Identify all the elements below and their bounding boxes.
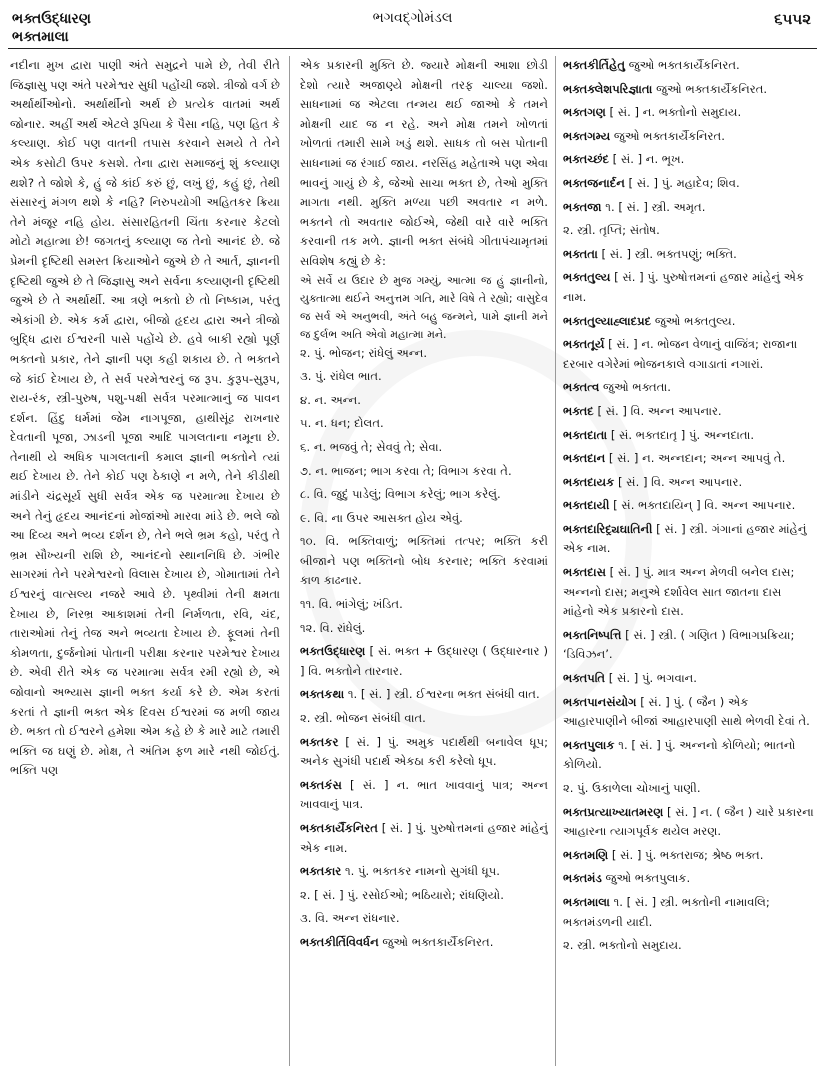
dictionary-entry	[300, 886, 548, 906]
headword: ભક્તપતિ	[563, 671, 606, 686]
definition: [ સં. ભક્તદાયિન્ ] વિ. અન્ન આપનાર.	[613, 498, 796, 513]
headword: ભક્તતુલ્યાહ્લાદપ્રદ	[563, 313, 652, 328]
column-divider-2	[555, 56, 556, 1066]
headword: ભક્તચ્છંદ	[563, 152, 609, 167]
dictionary-entry	[563, 626, 815, 665]
headword: ભક્તતા	[563, 246, 598, 261]
definition: ૨. સ્ત્રી. ભોજન સંબંધી વાત.	[300, 711, 426, 726]
dictionary-entry	[300, 685, 548, 705]
header-rule	[8, 48, 817, 49]
dictionary-entry	[563, 150, 815, 170]
sense-item: ૧૧. વિ. ભાંગેલું; ખંડિત.	[300, 597, 403, 612]
definition: [ સં. ] પું. ભગવાન.	[608, 671, 697, 686]
definition: [ સં. ] વિ. અન્ન આપનાર.	[617, 474, 743, 489]
dictionary-entry	[563, 736, 815, 775]
definition: [ સં. ] પું. મહાદેવ; શિવ.	[628, 175, 740, 190]
definition: [ સં. ] પું. પુરુષોત્તમનાં હજાર માંહેનું એક નામ.	[300, 821, 548, 855]
dictionary-entry	[563, 426, 815, 446]
dictionary-entry	[563, 378, 815, 398]
sense-item: ૧૨. વિ. રાંધેલું.	[300, 620, 366, 635]
definition: જુઓ ભક્તતા.	[603, 380, 671, 395]
dictionary-entry	[563, 520, 815, 559]
headword: ભક્તકર	[300, 734, 339, 749]
sense-item: ૮. વિ. જુદું પાડેલું; વિભાગ કરેલું; ભાગ કરેલું.	[300, 487, 501, 502]
definition: જુઓ ભક્તકાર્યૈકનિરત.	[613, 128, 725, 143]
definition: [ સં. ] ન. ( જૈન ) ચારે પ્રકારના આહારના ત્યાગપૂર્વક થયેલ મરણ.	[563, 804, 814, 839]
dictionary-entry	[563, 198, 815, 218]
dictionary-entry	[300, 909, 548, 929]
definition: [ સં. ] પું. માત્ર અન્ન મેળવી બનેલ દાસ; અન્નનો દાસ; મનુએ દર્શાવેલ સાત જાતના દાસ માંહેનો એક પ્રકારનો દાસ.	[563, 565, 795, 619]
dictionary-entry	[563, 312, 815, 332]
dictionary-entry	[563, 936, 815, 956]
definition: [ સં. ભક્ત + ઉદ્ધારણ ( ઉદ્ધારનાર ) ] વિ. ભક્તોને તારનાર.	[300, 644, 548, 678]
definition: [ સં. ] ન. અન્નદાન; અન્ન આપવું તે.	[608, 451, 786, 466]
headword: ભક્તદ	[563, 403, 594, 418]
headword: ભક્તતુલ્ય	[563, 270, 611, 285]
definition: જુઓ ભક્તતુલ્ય.	[654, 313, 736, 328]
dictionary-entry	[563, 779, 815, 799]
definition: [ સં. ] ન. ભક્તોનો સમુદાય.	[609, 105, 742, 120]
sense-item: ૭. ન. ભાજન; ભાગ કરવા તે; વિભાગ કરવા તે.	[300, 463, 512, 478]
page-number: ૬૫૫૨	[774, 10, 811, 28]
definition: ૨. સ્ત્રી. તૃપ્તિ; સંતોષ.	[563, 223, 660, 238]
headword: ભક્તમણિ	[563, 847, 609, 862]
column-2-entries	[300, 642, 548, 952]
definition: [ સં. ] સ્ત્રી. ભક્તપણું; ભક્તિ.	[601, 246, 737, 261]
column-divider-1	[289, 56, 290, 1066]
dictionary-entry	[563, 174, 815, 194]
dictionary-entry	[563, 245, 815, 265]
dictionary-entry	[563, 496, 815, 516]
dictionary-entry	[300, 819, 548, 858]
definition: ૩. વિ. અન્ન રાંધનાર.	[300, 911, 400, 926]
dictionary-entry	[563, 869, 815, 889]
definition: [ સં. ] સ્ત્રી. ( ગણિત ) વિભાગપ્રક્રિયા; ‘ડિવિઝન’.	[563, 627, 795, 662]
dictionary-entry	[563, 221, 815, 241]
dictionary-entry	[563, 268, 815, 307]
column-3-entries	[563, 56, 815, 956]
definition: જુઓ ભક્તકાર્યૈકનિરત.	[382, 934, 494, 949]
headword: ભક્તપ્રત્યાખ્યાતમરણ	[563, 804, 664, 819]
sense-item: ૬. ન. ભજવું તે; સેવવું તે; સેવા.	[300, 439, 443, 454]
header-first-word: ભક્તઉદ્ધારણ	[12, 11, 91, 27]
definition: ૧. [ સં. ] સ્ત્રી. અમૃત.	[605, 199, 706, 214]
definition: [ સં. ] પું. ( જૈન ) એક આહારપાણીને બીજાં આહારપાણી સાથે ભેળવી દેવાં તે.	[563, 694, 810, 729]
headword: ભક્તગણ	[563, 105, 606, 120]
dictionary-entry	[563, 693, 815, 732]
definition: [ સં. ] ન. ભૂખ.	[612, 152, 685, 167]
column-2	[300, 56, 548, 1066]
dictionary-entry	[300, 933, 548, 953]
dictionary-entry	[300, 862, 548, 882]
dictionary-entry	[300, 733, 548, 772]
sense-item: ૪. ન. અન્ન.	[300, 392, 361, 407]
dictionary-entry	[563, 402, 815, 422]
headword: ભક્તજનાર્દન	[563, 175, 625, 190]
headword: ભક્તદાયી	[563, 498, 610, 513]
column-1-text: નદીના મુખ દ્વારા પાણી અંતે સમુદ્રને પામે છે, તેવી રીતે જિજ્ઞાસુ પણ અંતે પરમેશ્વર સુધી પહોંચી જશે. ત્રીજો વર્ગ છે અર્થાર્થીઓનો. અર્થાર્થીનો અર્થ છે પ્રત્યેક વાતમાં અર્થ જોનાર. અહીં અર્થ એટલે રૂપિયા કે પૈસા નહિ, પણ હિત કે કલ્યાણ. કોઈ પણ વાતની તપાસ કરવાને સમયે તે તેને એક કસોટી ઉપર કસશે. તેના દ્વારા સમાજનું શું કલ્યાણ થશે? તે જોશે કે, હું જે કાંઈ કરું છું, લખું છું, કહું છું, તેથી સંસારનું મંગળ થશે કે નહિ? નિરુપયોગી અહિતકર ક્રિયા તેને મંજૂર નહિ હોય. સંસારહિતની ચિંતા કરનાર કેટલો મોટો મહાત્મા છે! જગતનું કલ્યાણ જ તેનો આનંદ છે. જે પ્રેમની દૃષ્ટિથી સમસ્ત ક્રિયાઓને જુએ છે તે આર્ત, જ્ઞાનની દૃષ્ટિથી જુએ છે તે જિજ્ઞાસુ અને સર્વના કલ્યાણની દૃષ્ટિથી જુએ છે તે અર્થાર્થી. આ ત્રણે ભક્તો છે તો નિષ્કામ, પરંતુ એકાંગી છે. એક કર્મ દ્વારા, બીજો હૃદય દ્વારા અને ત્રીજો બુદ્ધિ દ્વારા ઈશ્વરની પાસે પહોંચે છે. હવે બાકી રહ્યો પૂર્ણ ભક્તનો પ્રકાર, તેને જ્ઞાની પણ કહી શકાય છે. તે ભક્તને જે કાંઈ દેખાય છે, તે સર્વ પરમેશ્વરનું જ રૂપ. કુરૂપ-સુરૂપ, રાય-રંક, સ્ત્રી-પુરુષ, પશુ-પક્ષી સર્વત્ર પરમાત્માનું જ પાવન દર્શન. હિંદુ ધર્મમાં જેમ નાગપૂજા, હાથીસૂંઢ રાખનાર દેવતાની પૂજા, ઝાડની પૂજા આદિ પાગલતાના નમૂના છે. તેનાથી યે અધિક પાગલતાની કમાલ જ્ઞાની ભક્તોને ત્યાં થઈ દેખાય છે. તેને કોઈ પણ ઠેકાણે ન મળે, તેને કીડીથી માંડીને ચંદ્રસૂર્ય સુધી સર્વત્ર એક જ પરમાત્મા દેખાય છે અને તેનું હૃદય આનંદનાં મોજાંઓ મારવા માંડે છે. ભલે જો આ દિવ્ય અને ભવ્ય દર્શન છે, તેને ભલે ભ્રમ કહો, પરંતુ તે ભ્રમ સૌખ્યની રાશિ છે, આનંદનો સ્થાનનિધિ છે. ગંભીર સાગરમાં તેને પરમેશ્વરનો વિલાસ દેખાય છે, ગોમાતામાં તેને ઈશ્વરનું વાત્સલ્ય નજરે આવે છે. પૃથ્વીમાં તેની ક્ષમતા દેખાય છે, નિરભ્ર આકાશમાં તેની નિર્મળતા, રવિ, ચંદ, તારાઓમાં તેનું તેજ અને ભવ્યતા દેખાય છે. ફૂલમાં તેની કોમળતા, દુર્જનોમાં પોતાની પરીક્ષા કરનાર પરમેશ્વર દેખાય છે. એવી રીતે એક જ પરમાત્મા સર્વત્ર રમી રહ્યો છે, એ જોવાનો અભ્યાસ જ્ઞાની ભક્ત કર્યા કરે છે. એમ કરતાં કરતાં તે જ્ઞાની ભક્ત એક દિવસ ઈશ્વરમાં જ મળી જાય છે. ભક્ત તો ઈશ્વરને હમેશા એમ કહે છે કે મારે માટે તમારી ભક્તિ જ ઘણું છે. મોક્ષ, તે અંતિમ ફળ મારે નથી જોઈતું. ભક્તિ પણ	[10, 58, 280, 778]
dictionary-entry	[563, 449, 815, 469]
dictionary-entry	[563, 56, 815, 76]
book-title: ભગવદ્ગોમંડલ	[372, 10, 453, 26]
sense-item: ૯. વિ. ના ઉપર આસક્ત હોય એવું.	[300, 510, 463, 525]
sense-item: ૧૦. વિ. ભક્તિવાળું; ભક્તિમાં તત્પર; ભક્તિ કરી બીજાને પણ ભક્તિનો બોધ કરનાર; ભક્તિ કરવામાં કાળ કાઢનાર.	[300, 534, 548, 588]
definition: [ સં. ભક્તદાતૃ ] પું. અન્નદાતા.	[610, 427, 755, 442]
headword: ભક્તઉદ્ધારણ	[300, 644, 366, 659]
headword: ભક્તકંસ	[300, 777, 342, 792]
dictionary-entry	[300, 642, 548, 681]
definition: [ સં. ] પું. અમુક પદાર્થથી બનાવેલ ધૂપ; અનેક સુગંધી પદાર્થ એકઠા કરી કરેલો ધૂપ.	[300, 734, 548, 769]
dictionary-entry	[563, 803, 815, 842]
headword: ભક્તનિષ્પત્તિ	[563, 627, 622, 642]
headword: ભક્તકાર્યૈકનિરત	[300, 821, 378, 835]
headword: ભક્તદાતા	[563, 427, 608, 442]
headword: ભક્તદાયક	[563, 474, 615, 489]
sense-list	[300, 344, 548, 639]
dictionary-entry	[563, 80, 815, 100]
headword: ભક્તકીર્તિવિવર્ધન	[300, 934, 379, 949]
definition: જુઓ ભક્તકાર્યૈકનિરત.	[656, 81, 768, 96]
headword: ભક્તદાન	[563, 451, 606, 466]
definition: જુઓ ભક્તકાર્યૈકનિરત.	[628, 58, 740, 72]
headword: ભક્તકાર	[300, 864, 342, 879]
definition: જુઓ ભક્તપુલાક.	[605, 871, 691, 886]
dictionary-entry	[563, 846, 815, 866]
definition: ૧. [ સં. ] સ્ત્રી. ભક્તોની નામાવલિ; ભક્તમંડળની યાદી.	[563, 894, 770, 929]
headword: ભક્તત્વ	[563, 380, 600, 395]
dictionary-entry	[300, 776, 548, 815]
sense-item: ૩. પું. રાંધેલ ભાત.	[300, 369, 382, 384]
headword: ભક્તદારિદ્ર્યઘાતિની	[563, 521, 653, 536]
definition: ૨. [ સં. ] પું. રસોઈઓ; ભઠિયારો; રાંધણિયો.	[300, 887, 504, 902]
headword: ભક્તપાનસંયોગ	[563, 694, 637, 709]
dictionary-entry	[563, 893, 815, 932]
sense-item: ૫. ન. ધન; દોલત.	[300, 416, 384, 431]
dictionary-entry	[563, 669, 815, 689]
headword: ભક્તમંડ	[563, 871, 602, 886]
column-1	[10, 56, 280, 1066]
dictionary-entry	[563, 103, 815, 123]
dictionary-entry	[563, 563, 815, 622]
dictionary-entry	[563, 473, 815, 493]
definition: ૧. [ સં. ] પું. અન્નનો કોળિયો; ભાતનો કોળિયો.	[563, 737, 796, 772]
definition: ૧. [ સં. ] સ્ત્રી. ઈશ્વરના ભક્ત સંબંધી વાત.	[347, 687, 540, 702]
headword: ભક્તપુલાક	[563, 737, 615, 752]
dictionary-entry	[563, 127, 815, 147]
column-3	[563, 56, 815, 1066]
headword: ભક્તમાલા	[563, 894, 610, 909]
definition: [ સં. ] પું. પુરુષોત્તમનાં હજાર માંહેનું એક નામ.	[563, 270, 805, 304]
definition: [ સં. ] સ્ત્રી. ગંગાનાં હજાર માંહેનું એક નામ.	[563, 521, 807, 556]
definition: [ સં. ] ન. ભોજન વેળાનું વાજિંત્ર; રાજાના દરબાર વગેરેમાં ભોજનકાલે વગાડાતાં નગારાં.	[563, 337, 798, 371]
headword: ભક્તજા	[563, 199, 602, 214]
column-2-intro: એક પ્રકારની મુક્તિ છે. જ્યારે મોક્ષની આશા છોડી દેશો ત્યારે અજાણ્યે મોક્ષની તરફ ચાલ્યા જશો. સાધનામાં જ એટલા તન્મય થઈ જાઓ કે તમને મોક્ષની યાદ જ ન રહે. અને મોક્ષ તમને ખોળતાં ખોળતાં તમારી સામે ખડું થશે. સાધક તો બસ પોતાની સાધનામાં જ રંગાઈ જાય. નરસિંહ મહેતાએ પણ એવા ભાવનું ગાયું છે કે, જેઓ સાચા ભક્ત છે, તેઓ મુક્તિ માગતા નથી. મુક્તિ મળ્યા પછી અવતાર ન મળે. ભક્તને તો અવતાર જોઈએ, જેથી વારે વારે ભક્તિ કરવાની તક મળે. જ્ઞાની ભક્ત સંબંધે ગીતાપંચામૃતમાં સવિશેષ કહ્યું છે કે:	[300, 58, 548, 268]
definition: ૧. પું. ભક્તકર નામનો સુગંધી ધૂપ.	[344, 864, 500, 879]
definition: [ સં. ] વિ. અન્ન આપનાર.	[597, 403, 722, 418]
dictionary-entry	[563, 335, 815, 374]
headword: ભક્તક્લેશપરિજ્ઞાતા	[563, 81, 653, 96]
definition: [ સં. ] ન. ભાત ખાવવાનું પાત્ર; અન્ન ખાવવાનું પાત્ર.	[300, 777, 548, 812]
headword: ભક્તતૂર્ય	[563, 337, 605, 352]
definition: ૨. સ્ત્રી. ભક્તોનો સમુદાય.	[563, 938, 682, 953]
definition: [ સં. ] પું. ભક્તરાજ; શ્રેષ્ઠ ભક્ત.	[611, 847, 764, 862]
gita-verse: એ સર્વે ય ઉદાર છે મુજ ગમ્યું, આત્મા જ હું જ્ઞાનીનો, યુક્તાત્મા થઈને અનુત્તમ ગતિ, મારે વિષે તે રહ્યો; વાસુદેવ જ સર્વ એ અનુભવી, અંતે બહુ જન્મને, પામે જ્ઞાની મને જ દુર્લભ અતિ એવો મહાત્મા મને.	[300, 273, 548, 341]
headword: ભક્તગમ્ય	[563, 128, 611, 143]
headword: ભક્તદાસ	[563, 565, 606, 580]
headword: ભક્તકથા	[300, 687, 345, 702]
header-last-word: ભક્તમાલા	[12, 29, 69, 45]
dictionary-entry	[300, 709, 548, 729]
sense-item: ૨. પું. ભોજન; રાંધેલું અન્ન.	[300, 345, 428, 360]
definition: ૨. પું. ઉકાળેલા ચોખાનું પાણી.	[563, 781, 701, 795]
headword: ભક્તકીર્તિહેતુ	[563, 58, 626, 72]
